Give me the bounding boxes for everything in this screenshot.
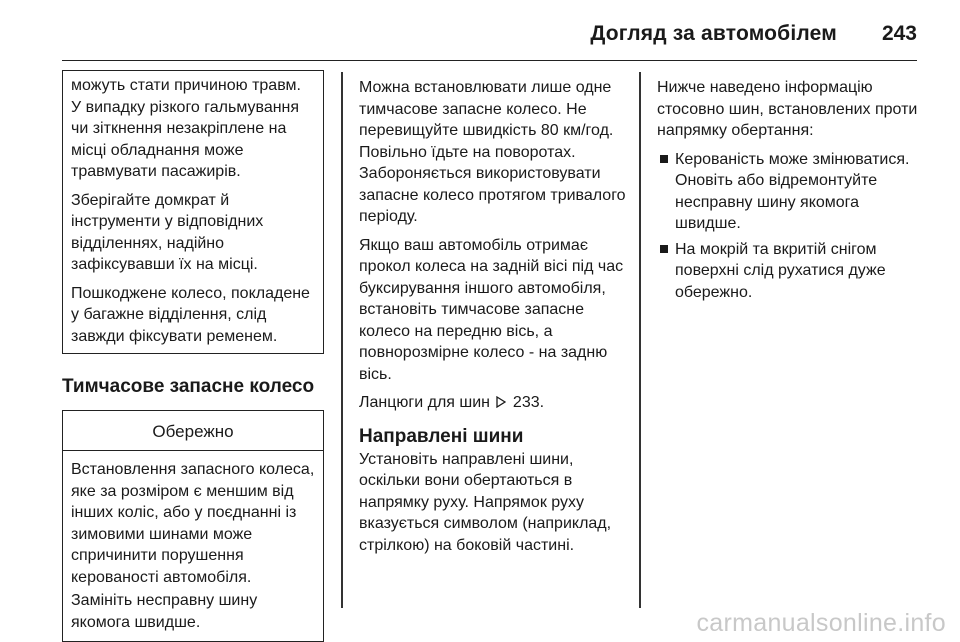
page-header (62, 14, 917, 61)
warning-text: Зберігайте домкрат й інструменти у відповідних відділеннях, надійно зафіксувавши їх на місці. (71, 191, 264, 273)
column-divider (639, 72, 641, 608)
column-left (62, 70, 324, 642)
column-right (657, 77, 925, 307)
cross-reference-text: Ланцюги для шин (359, 394, 491, 411)
paragraph: Якщо ваш автомобіль отримає прокол колеса на задній вісі під час буксирування іншого автомобіля, встановіть тимчасове запасне колесо на передню вісь, а повнорозмірне колесо - на задню вісь. (359, 236, 624, 383)
caution-body (63, 451, 323, 641)
caution-text: Встановлення запасного колеса, яке за розміром є меншим від інших коліс, або у поєднанні із зимовими шинами може спричинити порушення керованості автомобіля. (71, 461, 315, 586)
page-reference-arrow-icon (496, 396, 506, 408)
warning-text: можуть стати причиною травм. У випадку різкого гальмування чи зіткнення незакріплене на місці обладнання може травмувати пасажирів. (71, 77, 301, 180)
caution-box (62, 410, 324, 642)
list-item (657, 239, 925, 304)
square-bullet-icon (660, 245, 668, 253)
section-heading: Тимчасове запасне колесо (62, 376, 315, 397)
square-bullet-icon (660, 155, 668, 163)
column-middle (359, 77, 627, 563)
watermark: carmanualsonline.info (696, 609, 946, 637)
caution-text: Замініть несправну шину якомога швидше. (71, 592, 258, 631)
section-heading: Направлені шини (359, 425, 524, 447)
paragraph: Нижче наведено інформацію стосовно шин, встановлених проти напрямку обертання: (657, 79, 918, 139)
warning-text: Пошкоджене колесо, покладене у багажне відділення, слід завжди фіксувати ременем. (71, 284, 310, 345)
cross-reference (359, 392, 627, 414)
column-divider (341, 72, 343, 608)
list-item-text: На мокрій та вкритій снігом поверхні слід рухатися дуже обережно. (675, 240, 886, 301)
page-number: 243 (881, 22, 917, 45)
page-title: Догляд за автомобілем (590, 22, 837, 45)
caution-heading: Обережно (63, 411, 323, 452)
paragraph: Установіть направлені шини, оскільки вони обертаються в напрямку руху. Напрямок руху вказується символом (наприклад, стрілкою) на боковій частині. (359, 450, 612, 554)
cross-reference-page: 233. (512, 394, 545, 411)
bullet-list (657, 149, 925, 304)
list-item (657, 149, 925, 235)
list-item-text: Керованість може змінюватися. Оновіть або відремонтуйте несправну шину якомога швидше. (675, 150, 910, 232)
warning-box-continued (62, 70, 324, 354)
paragraph: Можна встановлювати лише одне тимчасове запасне колесо. Не перевищуйте швидкість 80 км/год. Повільно їдьте на поворотах. Забороняється використовувати запасне колесо протягом тривалого періоду. (359, 79, 626, 225)
